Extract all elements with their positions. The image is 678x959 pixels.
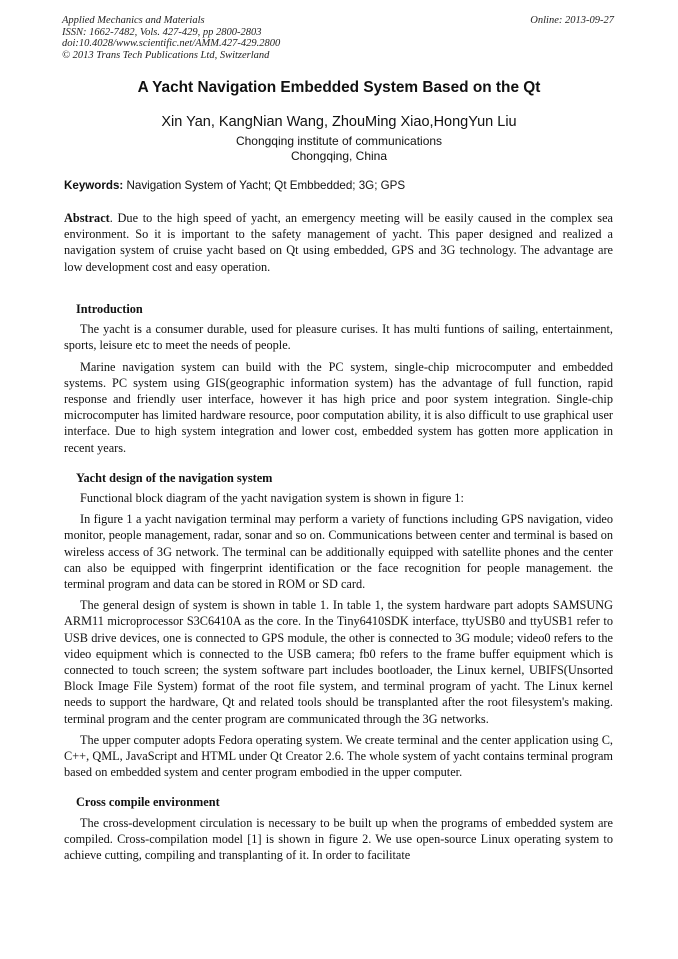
section-heading: Introduction	[76, 302, 143, 316]
abstract	[64, 210, 613, 275]
section-introduction	[64, 301, 613, 456]
paragraph: The yacht is a consumer durable, used for pleasure curises. It has multi funtions of sailing, entertainment, sports, leisure etc to meet the needs of people.	[64, 322, 613, 353]
affiliation	[0, 134, 678, 164]
section-cross-compile	[64, 794, 613, 863]
copyright-line: © 2013 Trans Tech Publications Ltd, Switzerland	[62, 49, 270, 61]
keywords-label: Keywords:	[64, 179, 124, 192]
affiliation-institute: Chongqing institute of communications	[235, 134, 443, 148]
paragraph: Marine navigation system can build with the PC system, single-chip microcomputer and embedded systems. PC system using GIS(geographic information system) has the advantage of full function, rapid response and friendly user interface, however it has high price and poor system integration. Single-chip microcomputer has limited hardware resource, poor computation ability, it is also difficult to use graphical user interface. Due to high system integration and lower cost, embedded system has gotten more application in recent years.	[64, 359, 613, 455]
paragraph: In figure 1 a yacht navigation terminal may perform a variety of functions including GPS navigation, video monitor, people management, radar, sonar and so on. Communications between center and terminal is based on wireless access of 3G network. The terminal can be additionally equipped with satellite phones and the center can also be equipped with fingerprint identification or the face recognition for people management. the terminal program and data can be stored in ROM or SD card.	[64, 512, 613, 592]
section-heading: Cross compile environment	[76, 795, 220, 810]
section-yacht-design	[64, 470, 613, 781]
paragraph: The upper computer adopts Fedora operating system. We create terminal and the center application using C, C++, QML, JavaScript and HTML under Qt Creator 2.6. The whole system of yacht contains terminal program based on embedded system and center program embodied in the upper computer.	[64, 732, 613, 780]
paper-authors: Xin Yan, KangNian Wang, ZhouMing Xiao,HongYun Liu	[161, 114, 517, 130]
paper-title: A Yacht Navigation Embedded System Based on the Qt	[137, 79, 541, 96]
paragraph: The cross-development circulation is necessary to be built up when the programs of embedded system are compiled. Cross-compilation model [1] is shown in figure 2. We use open-source Linux operating system to achieve cutting, compiling and transplanting of it. In order to facilitate	[64, 815, 613, 863]
abstract-label: Abstract	[64, 211, 110, 225]
paragraph: The general design of system is shown in table 1. In table 1, the system hardware part adopts SAMSUNG ARM11 microprocessor S3C6410A as the core. In the Tiny6410SDK interface, ttyUSB0 and ttyUSB1 refer to USB drive devices, one is connected to GPS module, the other is connected to 3G module; video0 refers to the video equipment which is connected to the USB camera; fb0 refers to the frame buffer equipment which is connected to touch screen; the system software part includes bootloader, the Linux kernel, UBIFS(Unsorted Block Image File System) format of the root file system, and terminal program of yacht. The Linux kernel needs to support the hardware, Qt and related tools should be transplanted after the root filesystem's making. terminal program and the center program are communicated through the 3G networks.	[64, 598, 613, 726]
keywords	[64, 178, 405, 193]
paper-body	[64, 301, 613, 868]
journal-name: Applied Mechanics and Materials	[62, 15, 205, 26]
issn-line: ISSN: 1662-7482, Vols. 427-429, pp 2800-2803	[62, 26, 262, 38]
keywords-text: Navigation System of Yacht; Qt Embbedded; 3G; GPS	[126, 179, 406, 192]
doi-line: doi:10.4028/www.scientific.net/AMM.427-429.2800	[62, 38, 281, 50]
paragraph: Functional block diagram of the yacht navigation system is shown in figure 1:	[80, 491, 464, 506]
publication-meta	[62, 15, 280, 61]
section-heading: Yacht design of the navigation system	[76, 470, 273, 485]
abstract-text: . Due to the high speed of yacht, an emergency meeting will be easily caused in the complex sea environment. So it is important to the safety management of yacht. This paper designed and realized a navigation system of cruise yacht based on Qt using embedded, GPS and 3G technology. The advantage are low development cost and easy operation.	[64, 211, 613, 274]
online-date: Online: 2013-09-27	[530, 15, 614, 26]
affiliation-location: Chongqing, China	[290, 149, 388, 163]
